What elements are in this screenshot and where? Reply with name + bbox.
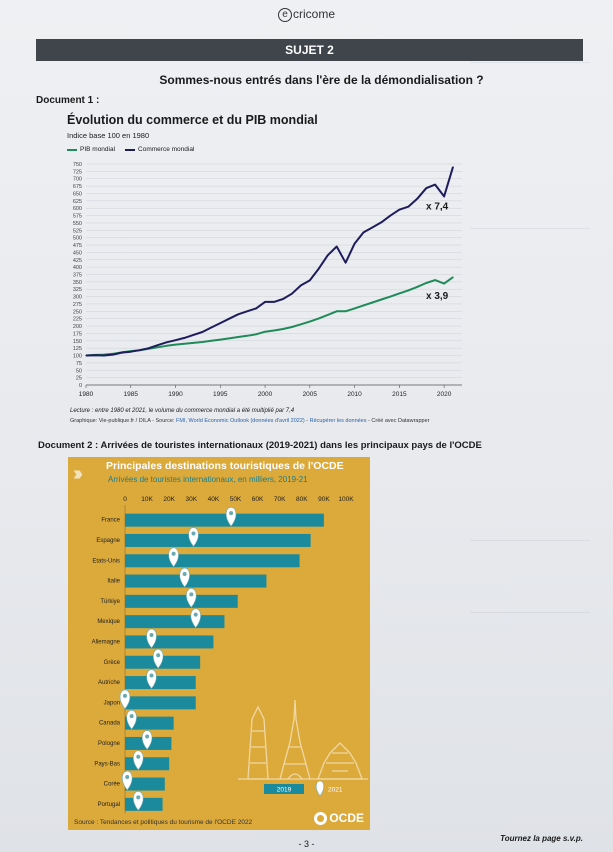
y-tick-label: 650: [72, 191, 82, 198]
data-point: [193, 342, 194, 343]
data-point: [435, 184, 436, 185]
x-tick-label: 60K: [251, 496, 264, 503]
chart1-title: Évolution du commerce et du PIB mondial: [67, 113, 318, 127]
data-point: [363, 305, 364, 306]
pin-2021-center: [145, 734, 149, 738]
x-tick-label: 80K: [296, 496, 308, 503]
data-point: [336, 246, 337, 247]
data-point: [417, 198, 418, 199]
bar-2019: [125, 575, 266, 588]
data-point: [202, 341, 203, 342]
bleed-line: [470, 540, 590, 541]
data-point: [139, 350, 140, 351]
oecd-logo: OCDE: [314, 811, 364, 825]
x-tick-label: 20K: [163, 496, 175, 503]
data-point: [390, 215, 391, 216]
pin-2021-center: [172, 552, 176, 556]
data-point: [336, 311, 337, 312]
y-tick-label: 200: [72, 324, 82, 331]
y-tick-label: 500: [72, 235, 82, 242]
data-point: [417, 286, 418, 287]
pisa-tower-icon: [248, 707, 268, 779]
data-point: [452, 277, 453, 278]
x-tick-label: 40K: [207, 496, 220, 503]
data-point: [399, 293, 400, 294]
bar-2019: [125, 554, 300, 567]
data-point: [291, 293, 292, 294]
y-tick-label: 425: [72, 257, 82, 264]
x-tick-label: 0: [123, 496, 127, 503]
data-point: [390, 296, 391, 297]
legend-label-2019: 2019: [276, 786, 292, 794]
data-point: [103, 355, 104, 356]
data-point: [175, 344, 176, 345]
y-tick-label: 100: [72, 353, 82, 360]
y-tick-label: 325: [72, 287, 82, 294]
bar-2019: [125, 798, 163, 811]
pin-2021-center: [123, 694, 127, 698]
legend-pin-2021-icon: [316, 781, 324, 796]
tourism-bar-chart: [68, 457, 370, 830]
data-point: [264, 301, 265, 302]
y-tick-label: 75: [75, 360, 82, 367]
bar-2019: [125, 635, 213, 648]
x-tick-label: 2000: [257, 391, 273, 398]
data-point: [202, 331, 203, 332]
data-point: [327, 314, 328, 315]
legend-item-commerce: Commerce mondial: [125, 146, 194, 153]
x-tick-label: 1980: [78, 391, 94, 398]
data-point: [255, 308, 256, 309]
category-label: Canada: [98, 720, 120, 727]
bar-2019: [125, 696, 196, 709]
data-point: [112, 354, 113, 355]
x-tick-label: 2010: [347, 391, 362, 398]
y-tick-label: 550: [72, 220, 82, 227]
pin-2021-center: [156, 653, 160, 657]
chevron-icon: ›››: [73, 463, 78, 485]
data-point: [354, 308, 355, 309]
data-point: [157, 345, 158, 346]
data-point: [309, 321, 310, 322]
data-point: [408, 206, 409, 207]
y-tick-label: 625: [72, 198, 82, 205]
pin-2021-center: [194, 613, 198, 617]
data-point: [238, 336, 239, 337]
data-point: [157, 347, 158, 348]
ecricome-logo: e cricome: [0, 7, 613, 22]
y-tick-label: 375: [72, 272, 82, 279]
category-label: France: [101, 517, 120, 524]
data-point: [273, 301, 274, 302]
data-point: [130, 351, 131, 352]
bar-2019: [125, 595, 238, 608]
data-point: [381, 299, 382, 300]
pin-2021-center: [192, 531, 196, 535]
data-point: [282, 298, 283, 299]
category-label: Türkiye: [100, 598, 120, 605]
bleed-line: [470, 612, 590, 613]
x-tick-label: 1990: [168, 391, 183, 398]
data-point: [247, 335, 248, 336]
bar-2019: [125, 676, 196, 689]
y-tick-label: 575: [72, 213, 82, 220]
data-point: [309, 280, 310, 281]
series-line-commerce: [86, 167, 453, 356]
y-tick-label: 0: [78, 383, 82, 389]
data-point: [435, 279, 436, 280]
bar-2019: [125, 757, 169, 770]
y-tick-label: 475: [72, 243, 82, 250]
y-tick-label: 300: [72, 294, 82, 301]
pin-2021-center: [136, 795, 140, 799]
bleed-line: [470, 62, 590, 63]
category-label: Etats-Unis: [92, 558, 120, 565]
x-tick-label: 2005: [302, 391, 318, 398]
data-point: [166, 342, 167, 343]
x-tick-label: 2020: [436, 391, 452, 398]
data-point: [327, 255, 328, 256]
data-point: [318, 318, 319, 319]
subject-bar: SUJET 2: [36, 39, 583, 61]
data-point: [372, 227, 373, 228]
category-label: Mexique: [97, 619, 120, 626]
y-tick-label: 275: [72, 301, 82, 308]
pin-2021-center: [183, 572, 187, 576]
x-tick-label: 2015: [392, 391, 407, 398]
data-point: [220, 323, 221, 324]
x-tick-label: 1995: [213, 391, 228, 398]
series-line-pib: [86, 277, 453, 355]
x-tick-label: 1985: [123, 391, 138, 398]
category-label: Pays-Bas: [94, 761, 120, 768]
data-point: [121, 352, 122, 353]
data-point: [255, 334, 256, 335]
subject-question: Sommes-nous entrés dans l'ère de la démondialisation ?: [159, 73, 484, 87]
annotation-commerce: x 7,4: [426, 201, 449, 213]
data-point: [229, 318, 230, 319]
infographic-title: Principales destinations touristiques de l'OCDE: [106, 460, 344, 472]
data-point: [300, 324, 301, 325]
y-tick-label: 175: [72, 331, 82, 338]
pin-2021-center: [189, 592, 193, 596]
data-point: [273, 330, 274, 331]
pin-2021-center: [136, 755, 140, 759]
x-tick-label: 90K: [318, 496, 330, 503]
oecd-ring-icon: [314, 812, 327, 825]
data-point: [426, 188, 427, 189]
y-tick-label: 700: [72, 176, 82, 183]
data-point: [148, 348, 149, 349]
data-point: [291, 326, 292, 327]
landmarks-illustration: [238, 700, 368, 779]
category-label: Autriche: [97, 680, 120, 687]
category-label: Italie: [107, 578, 120, 585]
category-label: Allemagne: [91, 639, 120, 646]
pyramid-icon: [318, 743, 362, 779]
infographic-subtitle: Arrivées de touristes internationaux, en milliers, 2019-21: [108, 475, 308, 484]
data-point: [443, 283, 444, 284]
annotation-pib: x 3,9: [426, 290, 449, 302]
chart1-legend: [67, 146, 194, 153]
data-point: [408, 290, 409, 291]
data-point: [85, 355, 86, 356]
y-tick-label: 25: [75, 375, 82, 382]
data-point: [282, 328, 283, 329]
data-point: [247, 311, 248, 312]
source-link-fmi[interactable]: FMI, World Economic Outlook (données d'avril 2022): [176, 418, 305, 424]
x-tick-label: 10K: [141, 496, 153, 503]
x-tick-label: 100K: [338, 496, 354, 503]
data-point: [300, 285, 301, 286]
category-label: Corée: [103, 781, 120, 788]
data-point: [381, 222, 382, 223]
y-tick-label: 150: [72, 338, 82, 345]
x-tick-label: 70K: [273, 496, 286, 503]
bar-2019: [125, 534, 311, 547]
data-point: [452, 166, 453, 167]
y-tick-label: 225: [72, 316, 82, 323]
data-point: [184, 343, 185, 344]
y-tick-label: 125: [72, 346, 82, 353]
data-point: [175, 340, 176, 341]
pin-2021-center: [130, 714, 134, 718]
bar-2019: [125, 615, 224, 628]
data-point: [184, 337, 185, 338]
trade-gdp-line-chart: [60, 156, 470, 402]
data-point: [354, 243, 355, 244]
y-tick-label: 750: [72, 162, 82, 168]
category-label: Pologne: [97, 740, 120, 747]
pin-2021-center: [229, 511, 233, 515]
bar-2019: [125, 514, 324, 527]
eiffel-tower-icon: [280, 700, 310, 779]
data-point: [211, 327, 212, 328]
logo-e-icon: e: [278, 8, 292, 22]
data-point: [211, 340, 212, 341]
x-tick-label: 50K: [229, 496, 242, 503]
y-tick-label: 675: [72, 184, 82, 191]
data-point: [264, 331, 265, 332]
legend-swatch-pib: [67, 149, 77, 151]
document-2-label: Document 2 : Arrivées de touristes internationaux (2019-2021) dans les principaux pays de l'OCDE: [38, 440, 482, 451]
category-label: Espagne: [96, 537, 120, 544]
category-label: Grèce: [103, 659, 120, 666]
data-point: [345, 262, 346, 263]
pin-2021-center: [125, 775, 129, 779]
y-tick-label: 450: [72, 250, 82, 257]
data-point: [318, 268, 319, 269]
data-point: [399, 209, 400, 210]
infographic-source: Source : Tendances et politiques du tourisme de l'OCDE 2022: [74, 819, 253, 826]
data-point: [238, 314, 239, 315]
data-point: [166, 345, 167, 346]
page-number: - 3 -: [298, 839, 315, 849]
data-point: [426, 282, 427, 283]
legend-label-2021: 2021: [328, 786, 343, 794]
y-tick-label: 725: [72, 169, 82, 176]
y-tick-label: 50: [75, 368, 82, 375]
pin-2021-center: [150, 674, 154, 678]
x-tick-label: 30K: [185, 496, 198, 503]
chart1-source: Graphique: Vie-publique.fr / DILA - Source: FMI, World Economic Outlook (données d'avril 2022) - Récupérer les données - Créé avec Datawrapper: [70, 418, 430, 424]
oecd-infographic: [68, 457, 370, 830]
data-point: [220, 339, 221, 340]
legend-item-pib: PIB mondial: [67, 146, 115, 153]
data-point: [372, 302, 373, 303]
category-label: Portugal: [97, 801, 120, 808]
data-point: [345, 311, 346, 312]
legend-swatch-commerce: [125, 149, 135, 151]
document-1-label: Document 1 :: [36, 95, 100, 106]
y-tick-label: 250: [72, 309, 82, 316]
pin-2021-center: [150, 633, 154, 637]
bleed-line: [470, 228, 590, 229]
data-point: [193, 334, 194, 335]
data-point: [363, 232, 364, 233]
y-tick-label: 525: [72, 228, 82, 235]
y-tick-label: 600: [72, 206, 82, 213]
chart1-reading-note: Lecture : entre 1980 et 2021, le volume du commerce mondial a été multiplié par 7,4: [70, 408, 295, 414]
category-label: Japon: [103, 700, 120, 707]
data-point: [443, 196, 444, 197]
y-tick-label: 350: [72, 279, 82, 286]
turn-page-note: Tournez la page s.v.p.: [500, 834, 583, 843]
source-link-data[interactable]: Récupérer les données: [309, 418, 367, 424]
data-point: [94, 355, 95, 356]
y-tick-label: 400: [72, 265, 82, 272]
chart1-subtitle: Indice base 100 en 1980: [67, 131, 150, 140]
data-point: [229, 338, 230, 339]
